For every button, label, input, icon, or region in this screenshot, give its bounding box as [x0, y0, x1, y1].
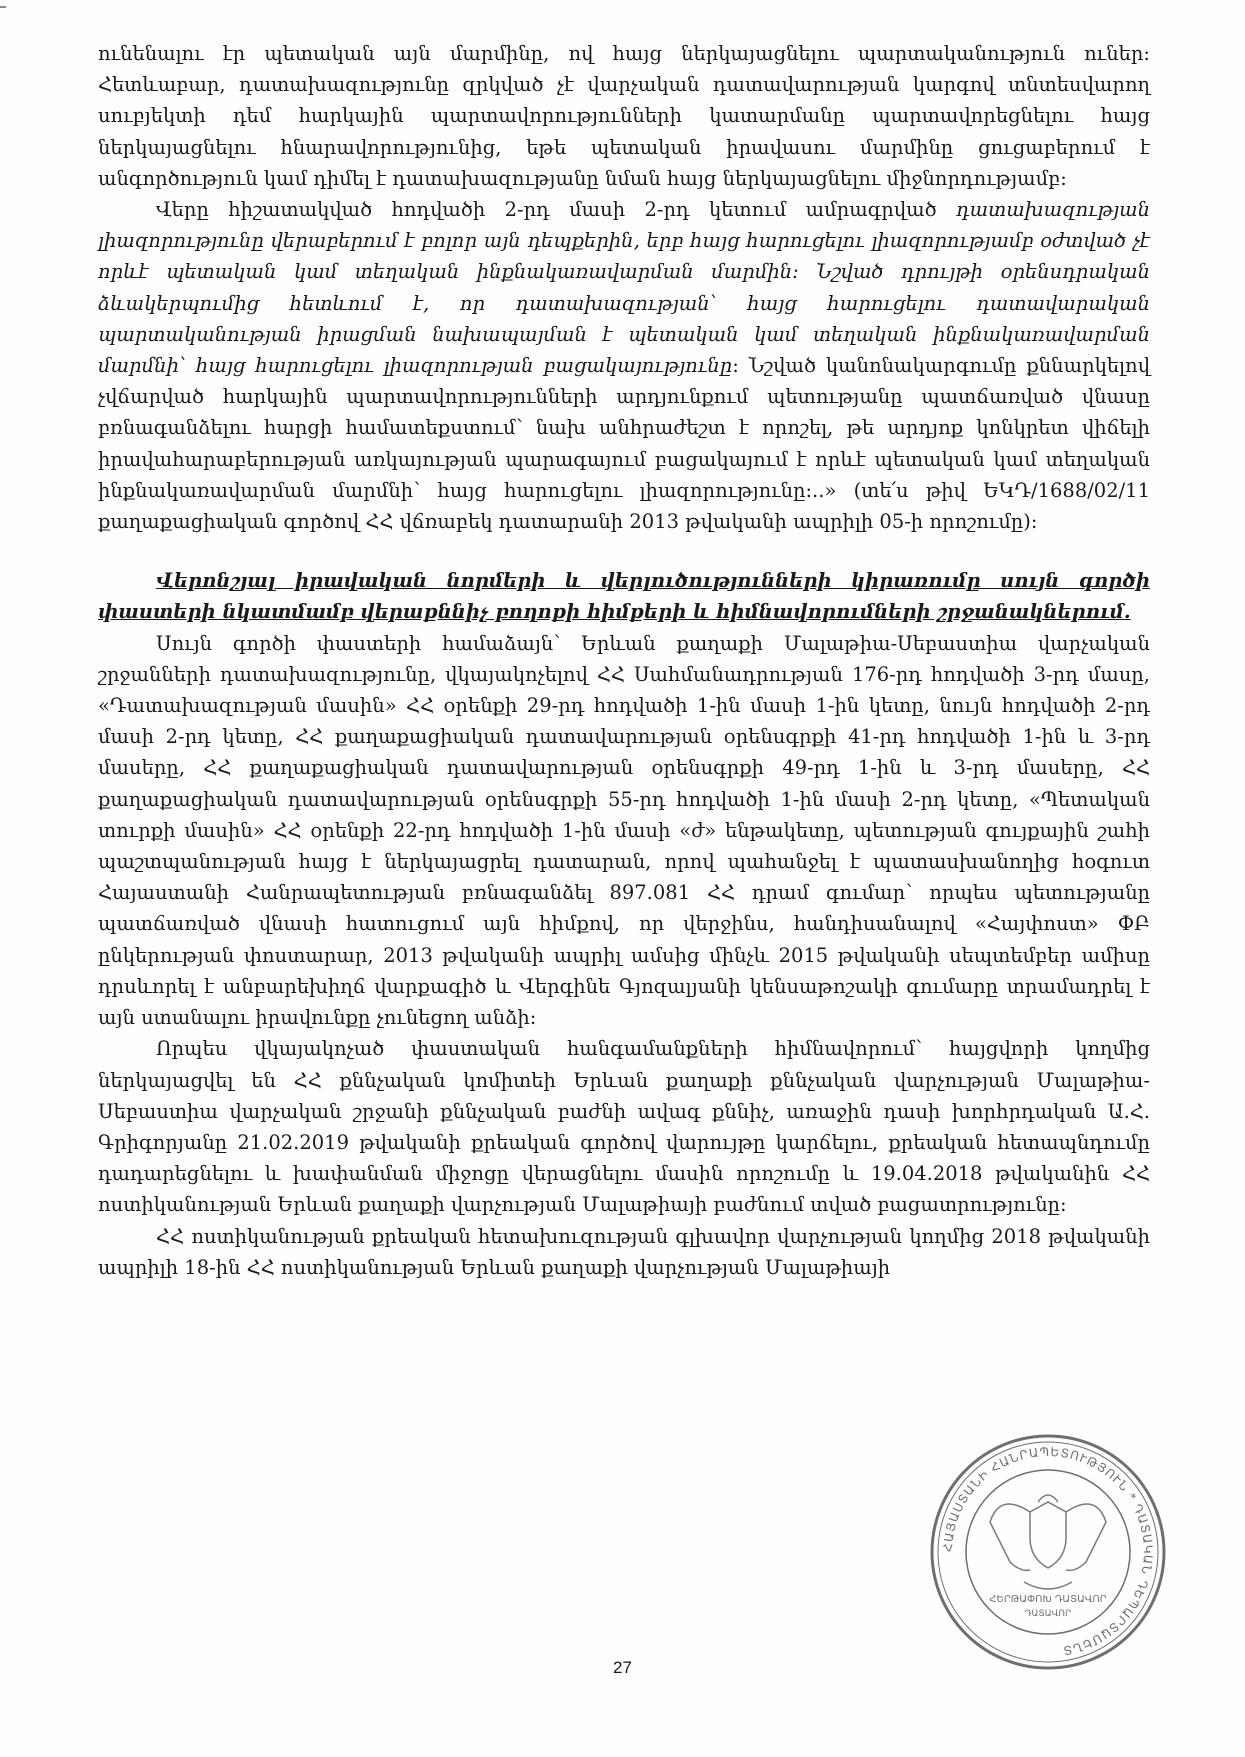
paragraph-1: [98, 38, 1150, 194]
paragraph-2: [98, 194, 1150, 537]
section-heading: Վերոնշյալ իրավական նորմերի և վերլուծությունների կիրառումը սույն գործի փաստերի նկատմամբ վերաքննիչ բողոքի հիմքերի և հիմնավորումների շրջանակներում.: [98, 569, 1150, 624]
document-body: [98, 38, 1150, 1283]
paragraph-4: Որպես վկայակոչած փաստական հանգամանքների հիմնավորում՝ հայցվորի կողմից ներկայացվել են ՀՀ քննչական կոմիտեի Երևան քաղաքի քննչական վարչության Մալաթիա-Սեբաստիա վարչական շրջանի քննչական բաժնի ավագ քննիչ, առաջին դասի խորհրդական Ա.Հ. Գրիգորյանը 21.02.2019 թվականի քրեական գործով վարույթը կարճելու, քրեական հետապնդումը դադարեցնելու և խափանման միջոցը վերացնելու մասին որոշումը և 19.04.2018 թվականին ՀՀ ոստիկանության Երևան քաղաքի վարչության Մալաթիայի բաժնում տված բացատրությունը:: [98, 1037, 1150, 1217]
paragraph-5: ՀՀ ոստիկանության քրեական հետախուզության գլխավոր վարչության կողմից 2018 թվականի ապրիլի 18-ին ՀՀ ոստիկանության Երևան քաղաքի վարչության Մալաթիայի: [98, 1224, 1150, 1279]
paragraph-2-text-italic: դատախազության լիազորությունը վերաբերում է բոլոր այն դեպքերին, երբ հայց հարուցելու լիազորությամբ օժտված չէ որևէ պետական կամ տեղական ինքնակառավարման մարմին: Նշված դրույթի օրենսդրական ձևակերպումից հետևում է, որ դատախազության՝ հայց հարուցելու դատավարական պարտականության իրացման նախապայման է պետական կամ տեղական ինքնակառավարման մարմնի՝ հայց հարուցելու լիազորության բացակայությունը: [98, 198, 1150, 378]
scan-artifact: [0, 6, 6, 8]
seal-inner-line2: ԴԱՏԱՎՈՐ: [1024, 1609, 1072, 1619]
seal-outer-ring: [932, 1436, 1164, 1668]
paragraph-1-text: ունենալու էր պետական այն մարմինը, ով հայց ներկայացնելու պարտականություն ուներ: Հետևաբար, դատախազությունը զրկված չէ վարչական դատավարության կարգով տնտեսվարող սուբյեկտի դեմ հարկային պարտավորությունների կատարմանը պարտավորեցնելու հայց ներկայացնելու հնարավորությունից, եթե պետական իրավասու մարմինը ցուցաբերում է անգործություն կամ դիմել է դատախազությանը նման հայց ներկայացնելու միջնորդությամբ:: [98, 42, 1150, 190]
paragraph-3: Սույն գործի փաստերի համաձայն՝ Երևան քաղաքի Մալաթիա-Սեբաստիա վարչական շրջանների դատախազությունը, վկայակոչելով ՀՀ Սահմանադրության 176-րդ հոդվածի 3-րդ մասը, «Դատախազության մասին» ՀՀ օրենքի 29-րդ հոդվածի 1-ին մասի 1-ին կետը, նույն հոդվածի 2-րդ մասի 2-րդ կետը, ՀՀ քաղաքացիական դատավարության օրենսգրքի 41-րդ հոդվածի 1-ին և 3-րդ մասերը, ՀՀ քաղաքացիական դատավարության օրենսգրքի 49-րդ 1-ին և 3-րդ մասերը, ՀՀ քաղաքացիական դատավարության օրենսգրքի 55-րդ հոդվածի 1-ին մասի 2-րդ կետը, «Պետական տուրքի մասին» ՀՀ օրենքի 22-րդ հոդվածի 1-ին մասի «ժ» ենթակետը, պետության գույքային շահի պաշտպանության հայց է ներկայացրել դատարան, որով պահանջել է պատասխանողից հօգուտ Հայաստանի Հանրապետության բռնագանձել 897.081 ՀՀ դրամ գումար՝ որպես պետությանը պատճառված վնասի հատուցում այն հիմքով, որ վերջինս, հանդիսանալով «Հայփոստ» ՓԲ ընկերության փոստարար, 2013 թվականի ապրիլ ամսից մինչև 2015 թվականի սեպտեմբեր ամիսը դրսևորել է անբարեխիղճ վարքագիծ և Վերգինե Գյոզալյանի կենսաթոշակի գումարը տրամադրել է այն ստանալու իրավունքը չունեցող անձի:: [98, 631, 1150, 1030]
paragraph-2-text-normal: Վերը հիշատակված հոդվածի 2-րդ մասի 2-րդ կետում ամրագրված: [156, 198, 957, 222]
seal-inner-line1: ՀԵՐԹԱՓՈԽ ԴԱՏԱՎՈՐ: [989, 1594, 1107, 1605]
paragraph-2-text-normal-end: : Նշված կանոնակարգումը քննարկելով չվճարված հարկային պարտավորությունների արդյունքում պետությանը պատճառված վնասը բռնագանձելու հարցի համատեքստում՝ նախ անհրաժեշտ է որոշել, թե արդյոք կոնկրետ վիճելի իրավահարաբերության առկայության պարագայում բացակայում է որևէ պետական կամ տեղական ինքնակառավարման մարմնի՝ հայց հարուցելու լիազորությունը:..» (տե՛ս թիվ ԵԿԴ/1688/02/11 քաղաքացիական գործով ՀՀ վճռաբեկ դատարանի 2013 թվականի ապրիլի 05-ի որոշումը):: [98, 354, 1150, 534]
seal-ring-2: [938, 1442, 1158, 1662]
official-seal: [928, 1432, 1168, 1672]
page-number: 27: [613, 1658, 632, 1677]
coat-of-arms-icon: [990, 1495, 1106, 1589]
seal-outer-text: ՀԱՅԱՍՏԱՆԻ ՀԱՆՐԱՊԵՏՈՒԹՅՈՒՆ * ԴԱՏԱԿԱՆ ԴԵՊԱՐՏԱՄԵՆՏ: [940, 1444, 1156, 1658]
